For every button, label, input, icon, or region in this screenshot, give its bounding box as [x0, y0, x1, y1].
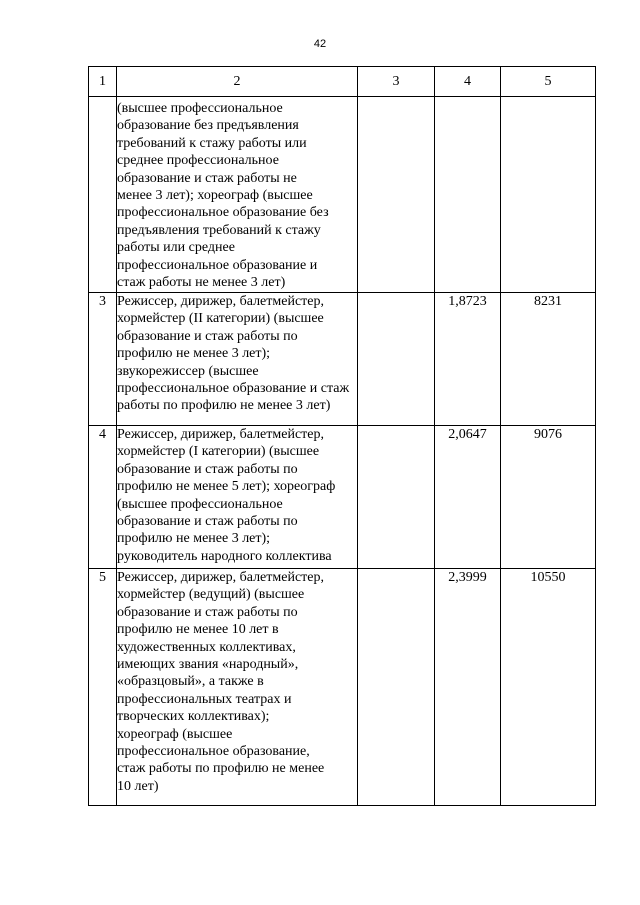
- description-line: образование и стаж работы не: [117, 170, 297, 186]
- header-col-4: 4: [435, 67, 501, 97]
- description-line: профессиональное образование без: [117, 205, 329, 221]
- description-line: имеющих звания «народный»,: [117, 657, 299, 673]
- table-row: [89, 569, 596, 806]
- salary-cell: 9076: [501, 426, 596, 569]
- description-line: профилю не менее 10 лет в: [117, 622, 279, 638]
- description-line: «образцовый», а также в: [117, 674, 264, 690]
- coefficient-cell: 1,8723: [435, 293, 501, 426]
- col-3-cell: [358, 293, 435, 426]
- description-line: среднее профессиональное: [117, 153, 279, 169]
- description-line: художественных коллективах,: [117, 639, 296, 655]
- coefficient-cell: 2,0647: [435, 426, 501, 569]
- description-line: хореограф (высшее: [117, 726, 233, 742]
- col-3-cell: [358, 426, 435, 569]
- salary-cell: 8231: [501, 293, 596, 426]
- row-number: [89, 97, 117, 293]
- position-description: [117, 293, 358, 426]
- table-row: [89, 293, 596, 426]
- description-line: Режиссер, дирижер, балетмейстер,: [117, 427, 324, 442]
- description-line: творческих коллективах);: [117, 709, 270, 725]
- row-number: 5: [89, 569, 117, 806]
- description-line: (высшее профессиональное: [117, 101, 283, 116]
- salary-cell: [501, 97, 596, 293]
- description-line: звукорежиссер (высшее: [117, 363, 259, 379]
- description-line: требований к стажу работы или: [117, 135, 307, 151]
- position-description: [117, 426, 358, 569]
- description-line: Режиссер, дирижер, балетмейстер,: [117, 294, 324, 309]
- table-row: [89, 97, 596, 293]
- coefficient-cell: 2,3999: [435, 569, 501, 806]
- table-header-row: [89, 67, 596, 97]
- position-description: [117, 569, 358, 806]
- header-col-3: 3: [358, 67, 435, 97]
- row-number: 3: [89, 293, 117, 426]
- description-line: хормейстер (II категории) (высшее: [117, 311, 324, 327]
- page-number: 42: [313, 38, 327, 50]
- description-line: хормейстер (ведущий) (высшее: [117, 587, 305, 603]
- position-description: [117, 97, 358, 293]
- description-line: менее 3 лет); хореограф (высшее: [117, 188, 313, 204]
- description-line: образование и стаж работы по: [117, 604, 298, 620]
- col-3-cell: [358, 97, 435, 293]
- description-line: профессиональное образование и: [117, 257, 318, 273]
- description-line: стаж работы не менее 3 лет): [117, 275, 286, 291]
- salary-cell: 10550: [501, 569, 596, 806]
- description-line: образование без предъявления: [117, 118, 299, 134]
- description-line: профессиональное образование и стаж: [117, 381, 350, 397]
- salary-table: [88, 66, 596, 806]
- col-3-cell: [358, 569, 435, 806]
- description-line: работы или среднее: [117, 240, 235, 256]
- row-number: 4: [89, 426, 117, 569]
- description-line: хормейстер (I категории) (высшее: [117, 444, 320, 460]
- description-line: профилю не менее 5 лет); хореограф: [117, 479, 336, 495]
- description-line: руководитель народного коллектива: [117, 548, 332, 564]
- header-col-5: 5: [501, 67, 596, 97]
- description-line: профессиональных театрах и: [117, 691, 292, 707]
- header-col-2: 2: [117, 67, 358, 97]
- description-line: 10 лет): [117, 778, 159, 794]
- description-line: Режиссер, дирижер, балетмейстер,: [117, 570, 324, 585]
- description-line: профессиональное образование,: [117, 744, 310, 760]
- description-line: образование и стаж работы по: [117, 328, 298, 344]
- description-line: (высшее профессиональное: [117, 496, 283, 512]
- description-line: образование и стаж работы по: [117, 514, 298, 530]
- description-line: профилю не менее 3 лет);: [117, 346, 271, 362]
- description-line: образование и стаж работы по: [117, 461, 298, 477]
- header-col-1: 1: [89, 67, 117, 97]
- table-row: [89, 426, 596, 569]
- description-line: стаж работы по профилю не менее: [117, 761, 325, 777]
- coefficient-cell: [435, 97, 501, 293]
- description-line: профилю не менее 3 лет);: [117, 531, 271, 547]
- description-line: работы по профилю не менее 3 лет): [117, 398, 331, 414]
- description-line: предъявления требований к стажу: [117, 222, 321, 238]
